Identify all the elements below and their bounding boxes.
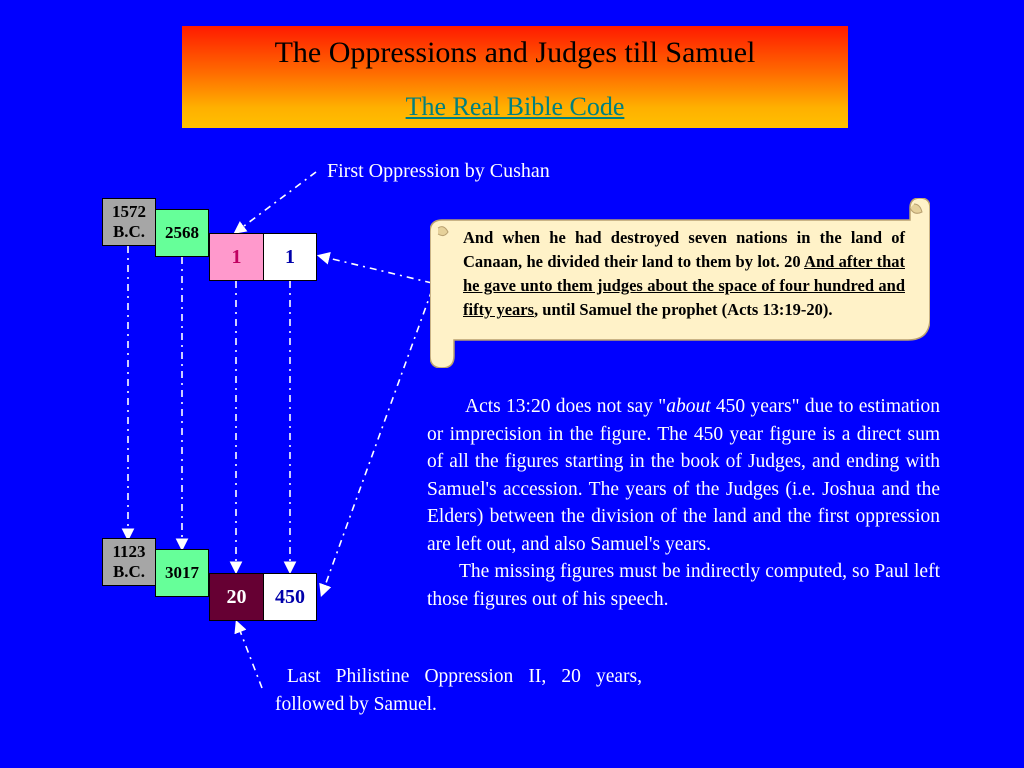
end-judges-total: 450	[275, 585, 305, 608]
end-judges-box	[263, 573, 317, 621]
start-oppression-value: 1	[231, 245, 242, 268]
quote-post: , until Samuel the prophet (Acts 13:19-20).	[534, 300, 833, 319]
quote-underlined: And after that he gave unto them judges about the space of four hundred and fifty years	[463, 252, 905, 319]
end-year: 1123	[112, 542, 146, 562]
p1-before: Acts 13:20 does not say "	[465, 396, 667, 417]
start-judges-box	[263, 233, 317, 281]
arrow-top-caption	[236, 172, 316, 232]
explanation-text	[427, 393, 940, 613]
arrow-scroll-to-total	[322, 290, 432, 594]
last-oppression-text: Last Philistine Oppression II, 20 years, followed by Samuel.	[275, 666, 642, 715]
first-oppression-caption: First Oppression by Cushan	[327, 160, 550, 182]
end-oppression-box	[209, 573, 264, 621]
start-year-box	[102, 198, 156, 246]
p1-after: 450 years" due to estimation or imprecision in the figure. The 450 year figure is a direct sum of all the figures starting in the book of Judges, and ending with Samuel's accession. The years of the Judges (i.e. Joshua and the Elders) between the division of the land and the first oppression are left out, and also Samuel's years.	[427, 396, 940, 555]
site-link[interactable]: The Real Bible Code	[405, 92, 625, 121]
start-judges-value: 1	[285, 245, 295, 268]
arrow-bottom-caption	[237, 623, 262, 688]
start-am-year: 2568	[165, 223, 199, 243]
start-year: 1572	[112, 202, 146, 222]
end-am-year: 3017	[165, 563, 199, 583]
end-year-box	[102, 538, 156, 586]
start-era: B.C.	[112, 222, 146, 241]
p1-emphasis: about	[666, 396, 711, 417]
quote-pre: And when he had destroyed seven nations in the land of Canaan, he divided their land to them by lot. 20	[463, 228, 905, 271]
end-era: B.C.	[112, 562, 146, 581]
scripture-quote	[463, 226, 905, 322]
arrow-scroll-to-judges	[320, 256, 432, 283]
p2: The missing figures must be indirectly computed, so Paul left those figures out of his speech.	[427, 561, 940, 610]
start-oppression-box	[209, 233, 264, 281]
start-am-box	[155, 209, 209, 257]
end-am-box	[155, 549, 209, 597]
end-oppression-value: 20	[226, 585, 247, 608]
page-title: The Oppressions and Judges till Samuel	[274, 36, 756, 69]
last-oppression-caption	[275, 663, 642, 719]
